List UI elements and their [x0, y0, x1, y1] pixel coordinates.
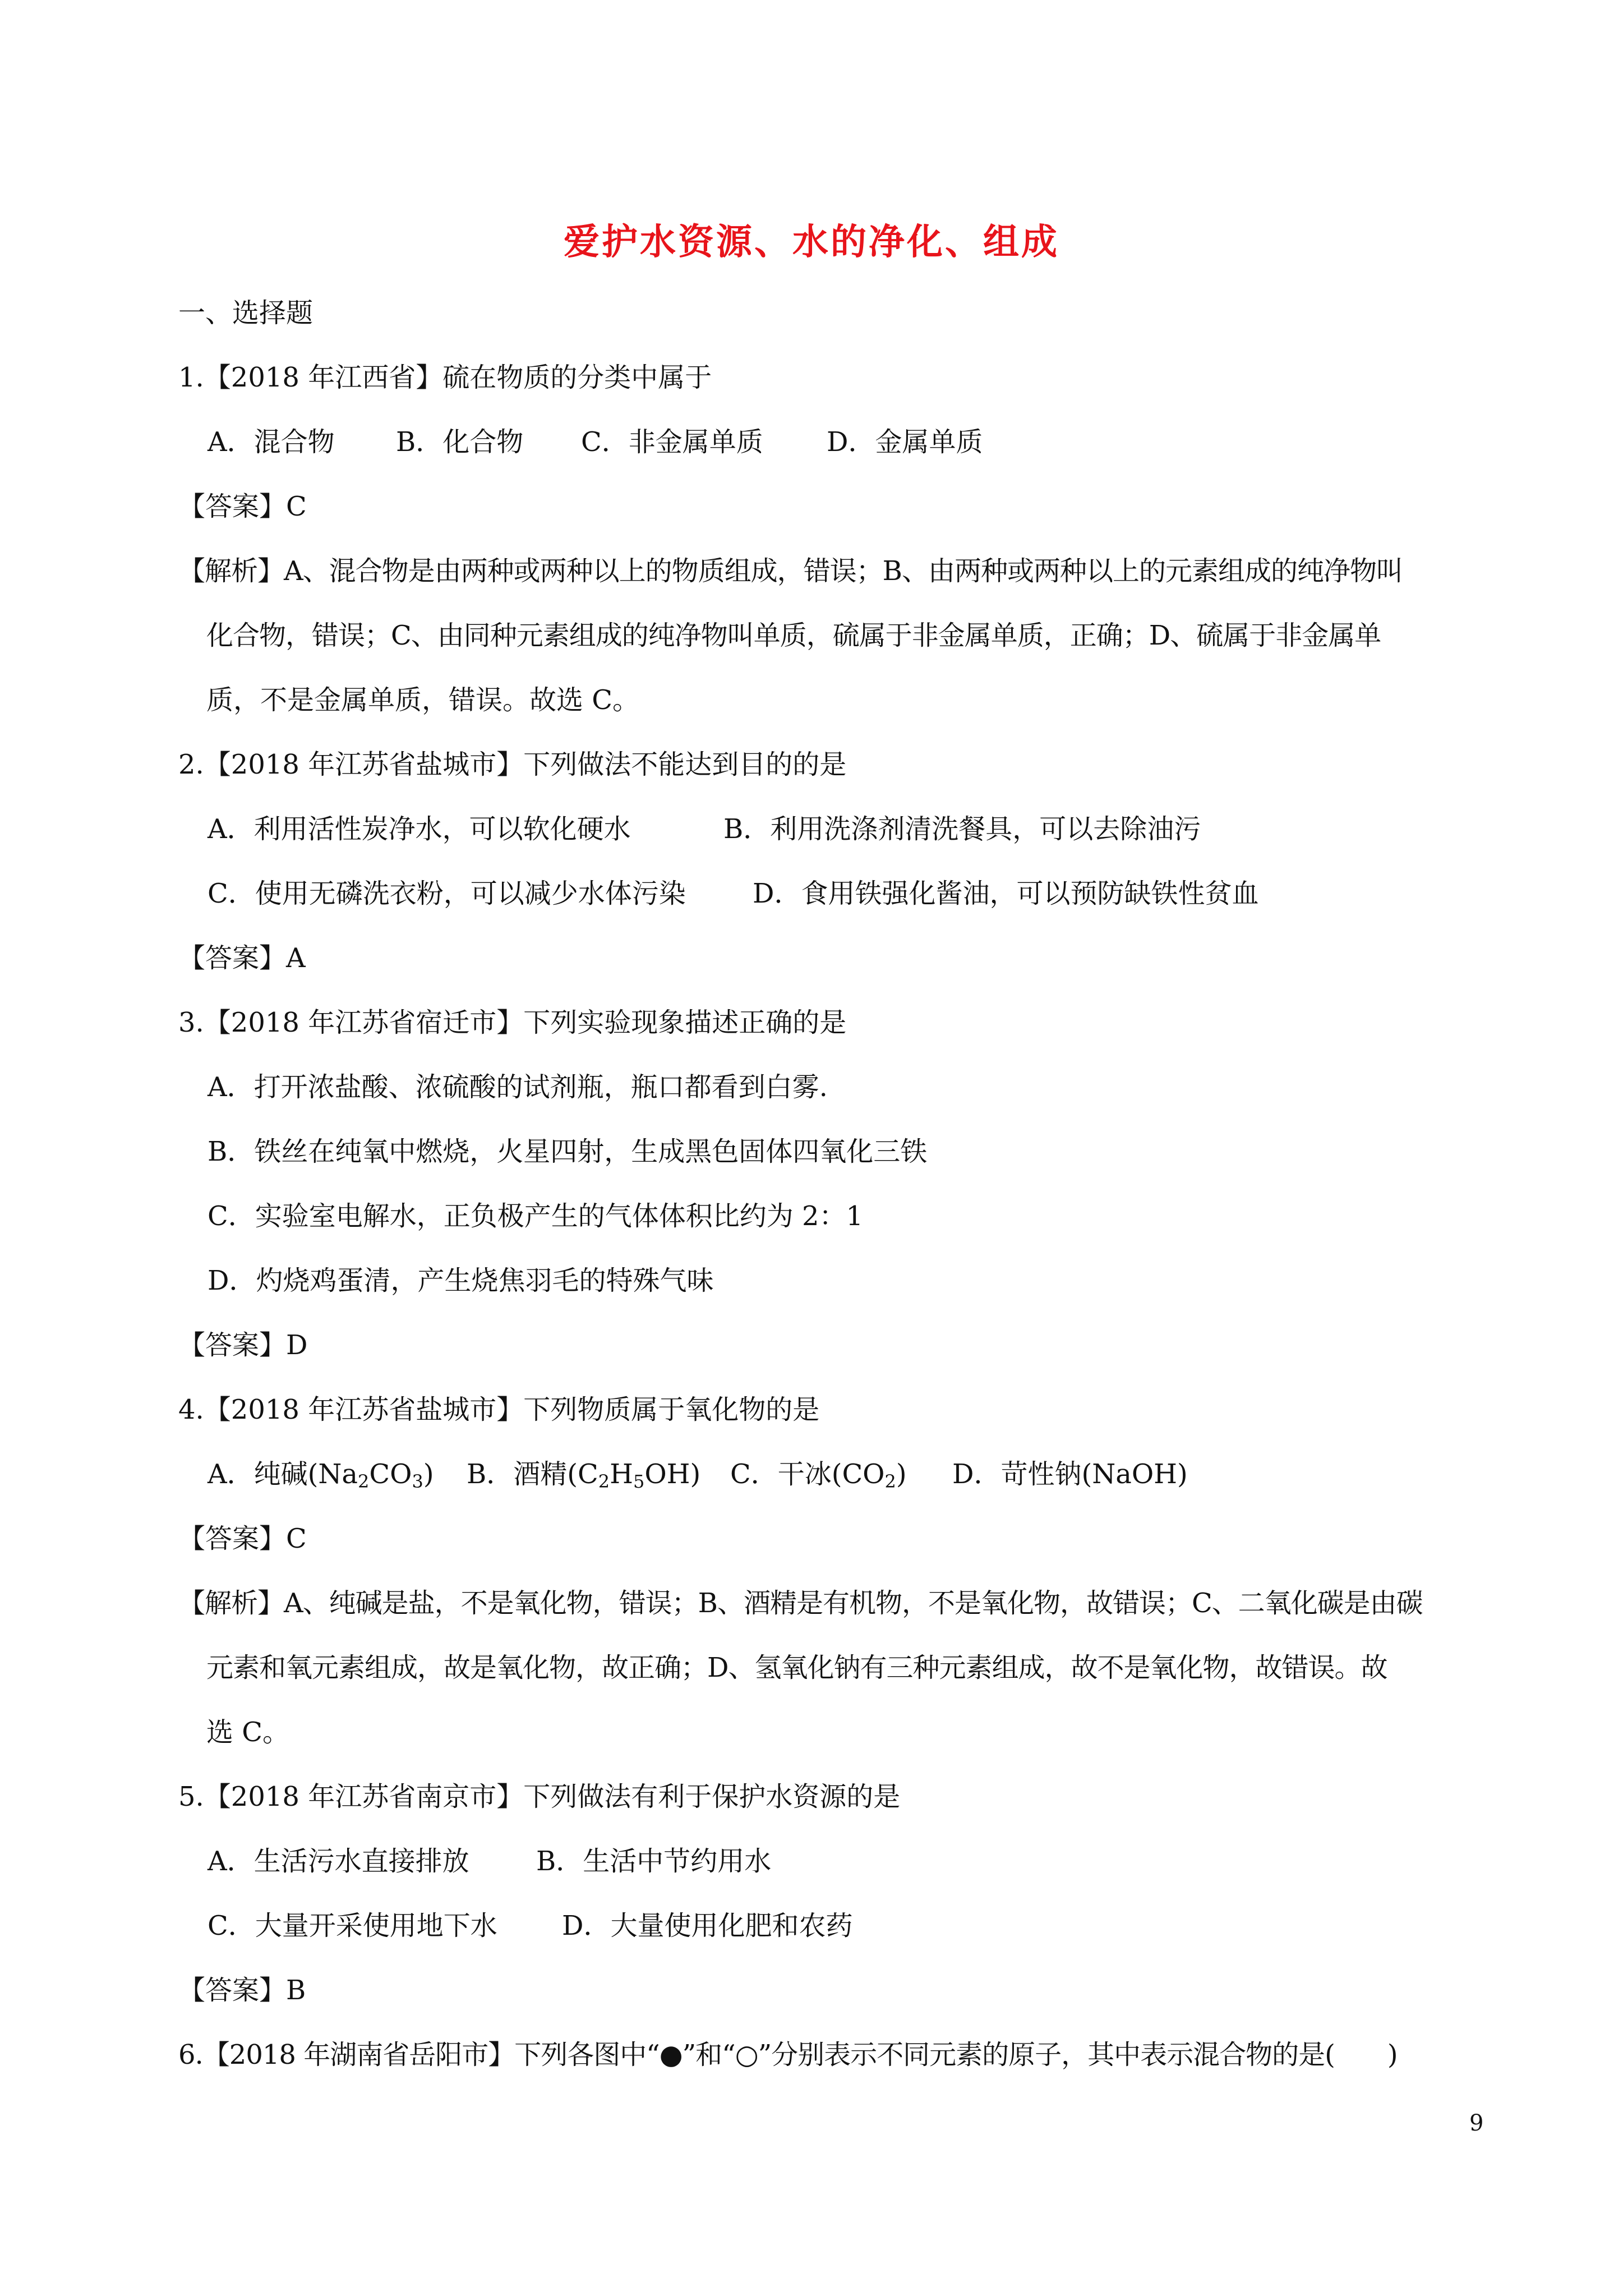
option-a: A．生活污水直接排放: [208, 1846, 469, 1877]
option-d: D．灼烧鸡蛋清，产生烧焦羽毛的特殊气味: [208, 1265, 714, 1296]
question-1-analysis-line-3: 质，不是金属单质，错误。故选 C。: [206, 684, 639, 716]
question-1-analysis-line-1: 【解析】A、混合物是由两种或两种以上的物质组成，错误；B、由两种或两种以上的元素组成的纯净物叫: [178, 555, 1403, 587]
section-heading: 一、选择题: [178, 297, 313, 329]
option-c-text-2: ): [896, 1458, 907, 1490]
option-a-text-1: A．纯碱(Na: [208, 1458, 358, 1490]
question-4-analysis-line-1: 【解析】A、纯碱是盐，不是氧化物，错误；B、酒精是有机物，不是氧化物，故错误；C、二氧化碳是由碳: [178, 1588, 1423, 1619]
question-2-options-row-2: [208, 877, 1259, 910]
question-3-stem: 3.【2018 年江苏省宿迁市】下列实验现象描述正确的是: [178, 1007, 847, 1038]
option-a-text-3: ): [423, 1458, 434, 1490]
question-5-answer: 【答案】B: [178, 1975, 306, 2006]
subscript: 2: [884, 1471, 896, 1492]
question-1-stem: 1.【2018 年江西省】硫在物质的分类中属于: [178, 362, 712, 393]
option-b: [467, 1457, 730, 1498]
subscript: 2: [358, 1471, 370, 1492]
question-6-stem: 6.【2018 年湖南省岳阳市】下列各图中“●”和“○”分别表示不同元素的原子，其中表示混合物的是( ): [178, 2039, 1398, 2070]
question-1-answer: 【答案】C: [178, 491, 307, 522]
question-5-options-row-2: [208, 1909, 853, 1943]
option-c: C．大量开采使用地下水: [208, 1910, 497, 1941]
question-5-options-row-1: [208, 1844, 771, 1878]
subscript: 3: [412, 1471, 423, 1492]
question-3-answer: 【答案】D: [178, 1329, 308, 1361]
question-4-answer: 【答案】C: [178, 1523, 307, 1554]
question-2-options-row-1: [208, 812, 1201, 846]
option-a: A．打开浓盐酸、浓硫酸的试剂瓶，瓶口都看到白雾.: [208, 1071, 828, 1103]
option-a: A．利用活性炭净水，可以软化硬水: [208, 813, 631, 845]
question-2-answer: 【答案】A: [178, 942, 306, 974]
question-5-stem: 5.【2018 年江苏省南京市】下列做法有利于保护水资源的是: [178, 1781, 901, 1812]
option-d: D．大量使用化肥和农药: [562, 1910, 853, 1941]
question-1-analysis-line-2: 化合物，错误；C、由同种元素组成的纯净物叫单质，硫属于非金属单质，正确；D、硫属于非金属单: [206, 620, 1381, 651]
option-c: [730, 1457, 952, 1498]
option-b-text-2: H: [610, 1458, 633, 1490]
option-a: A．混合物: [208, 426, 335, 458]
option-c: C．实验室电解水，正负极产生的气体体积比约为 2：1: [208, 1200, 864, 1232]
option-d: D．金属单质: [827, 426, 983, 458]
page-title: 爱护水资源、水的净化、组成: [564, 222, 1059, 263]
question-2-stem: 2.【2018 年江苏省盐城市】下列做法不能达到目的的是: [178, 749, 847, 780]
question-4-options: [208, 1457, 1188, 1498]
option-b: B．利用洗涤剂清洗餐具，可以去除油污: [723, 813, 1201, 845]
question-4-analysis-line-2: 元素和氧元素组成，故是氧化物，故正确；D、氢氧化钠有三种元素组成，故不是氧化物，故错误。故: [206, 1652, 1387, 1683]
question-4-stem: 4.【2018 年江苏省盐城市】下列物质属于氧化物的是: [178, 1394, 820, 1425]
subscript: 5: [633, 1471, 645, 1492]
question-1-options: [208, 425, 983, 459]
option-d: D．食用铁强化酱油，可以预防缺铁性贫血: [753, 878, 1259, 909]
option-b-text-1: B．酒精(C: [467, 1458, 598, 1490]
option-a: [208, 1457, 467, 1498]
option-c-text-1: C．干冰(CO: [730, 1458, 885, 1490]
option-b: B．生活中节约用水: [536, 1846, 772, 1877]
option-c: C．使用无磷洗衣粉，可以减少水体污染: [208, 878, 686, 909]
option-b-text-3: OH): [644, 1458, 701, 1490]
question-4-analysis-line-3: 选 C。: [206, 1717, 289, 1748]
option-d: D．苛性钠(NaOH): [952, 1458, 1188, 1490]
option-b: B．化合物: [396, 426, 524, 458]
page-number: 9: [1469, 2110, 1484, 2136]
option-b: B．铁丝在纯氧中燃烧，火星四射，生成黑色固体四氧化三铁: [208, 1136, 928, 1167]
option-a-text-2: CO: [369, 1458, 412, 1490]
subscript: 2: [598, 1471, 610, 1492]
option-c: C．非金属单质: [581, 426, 763, 458]
